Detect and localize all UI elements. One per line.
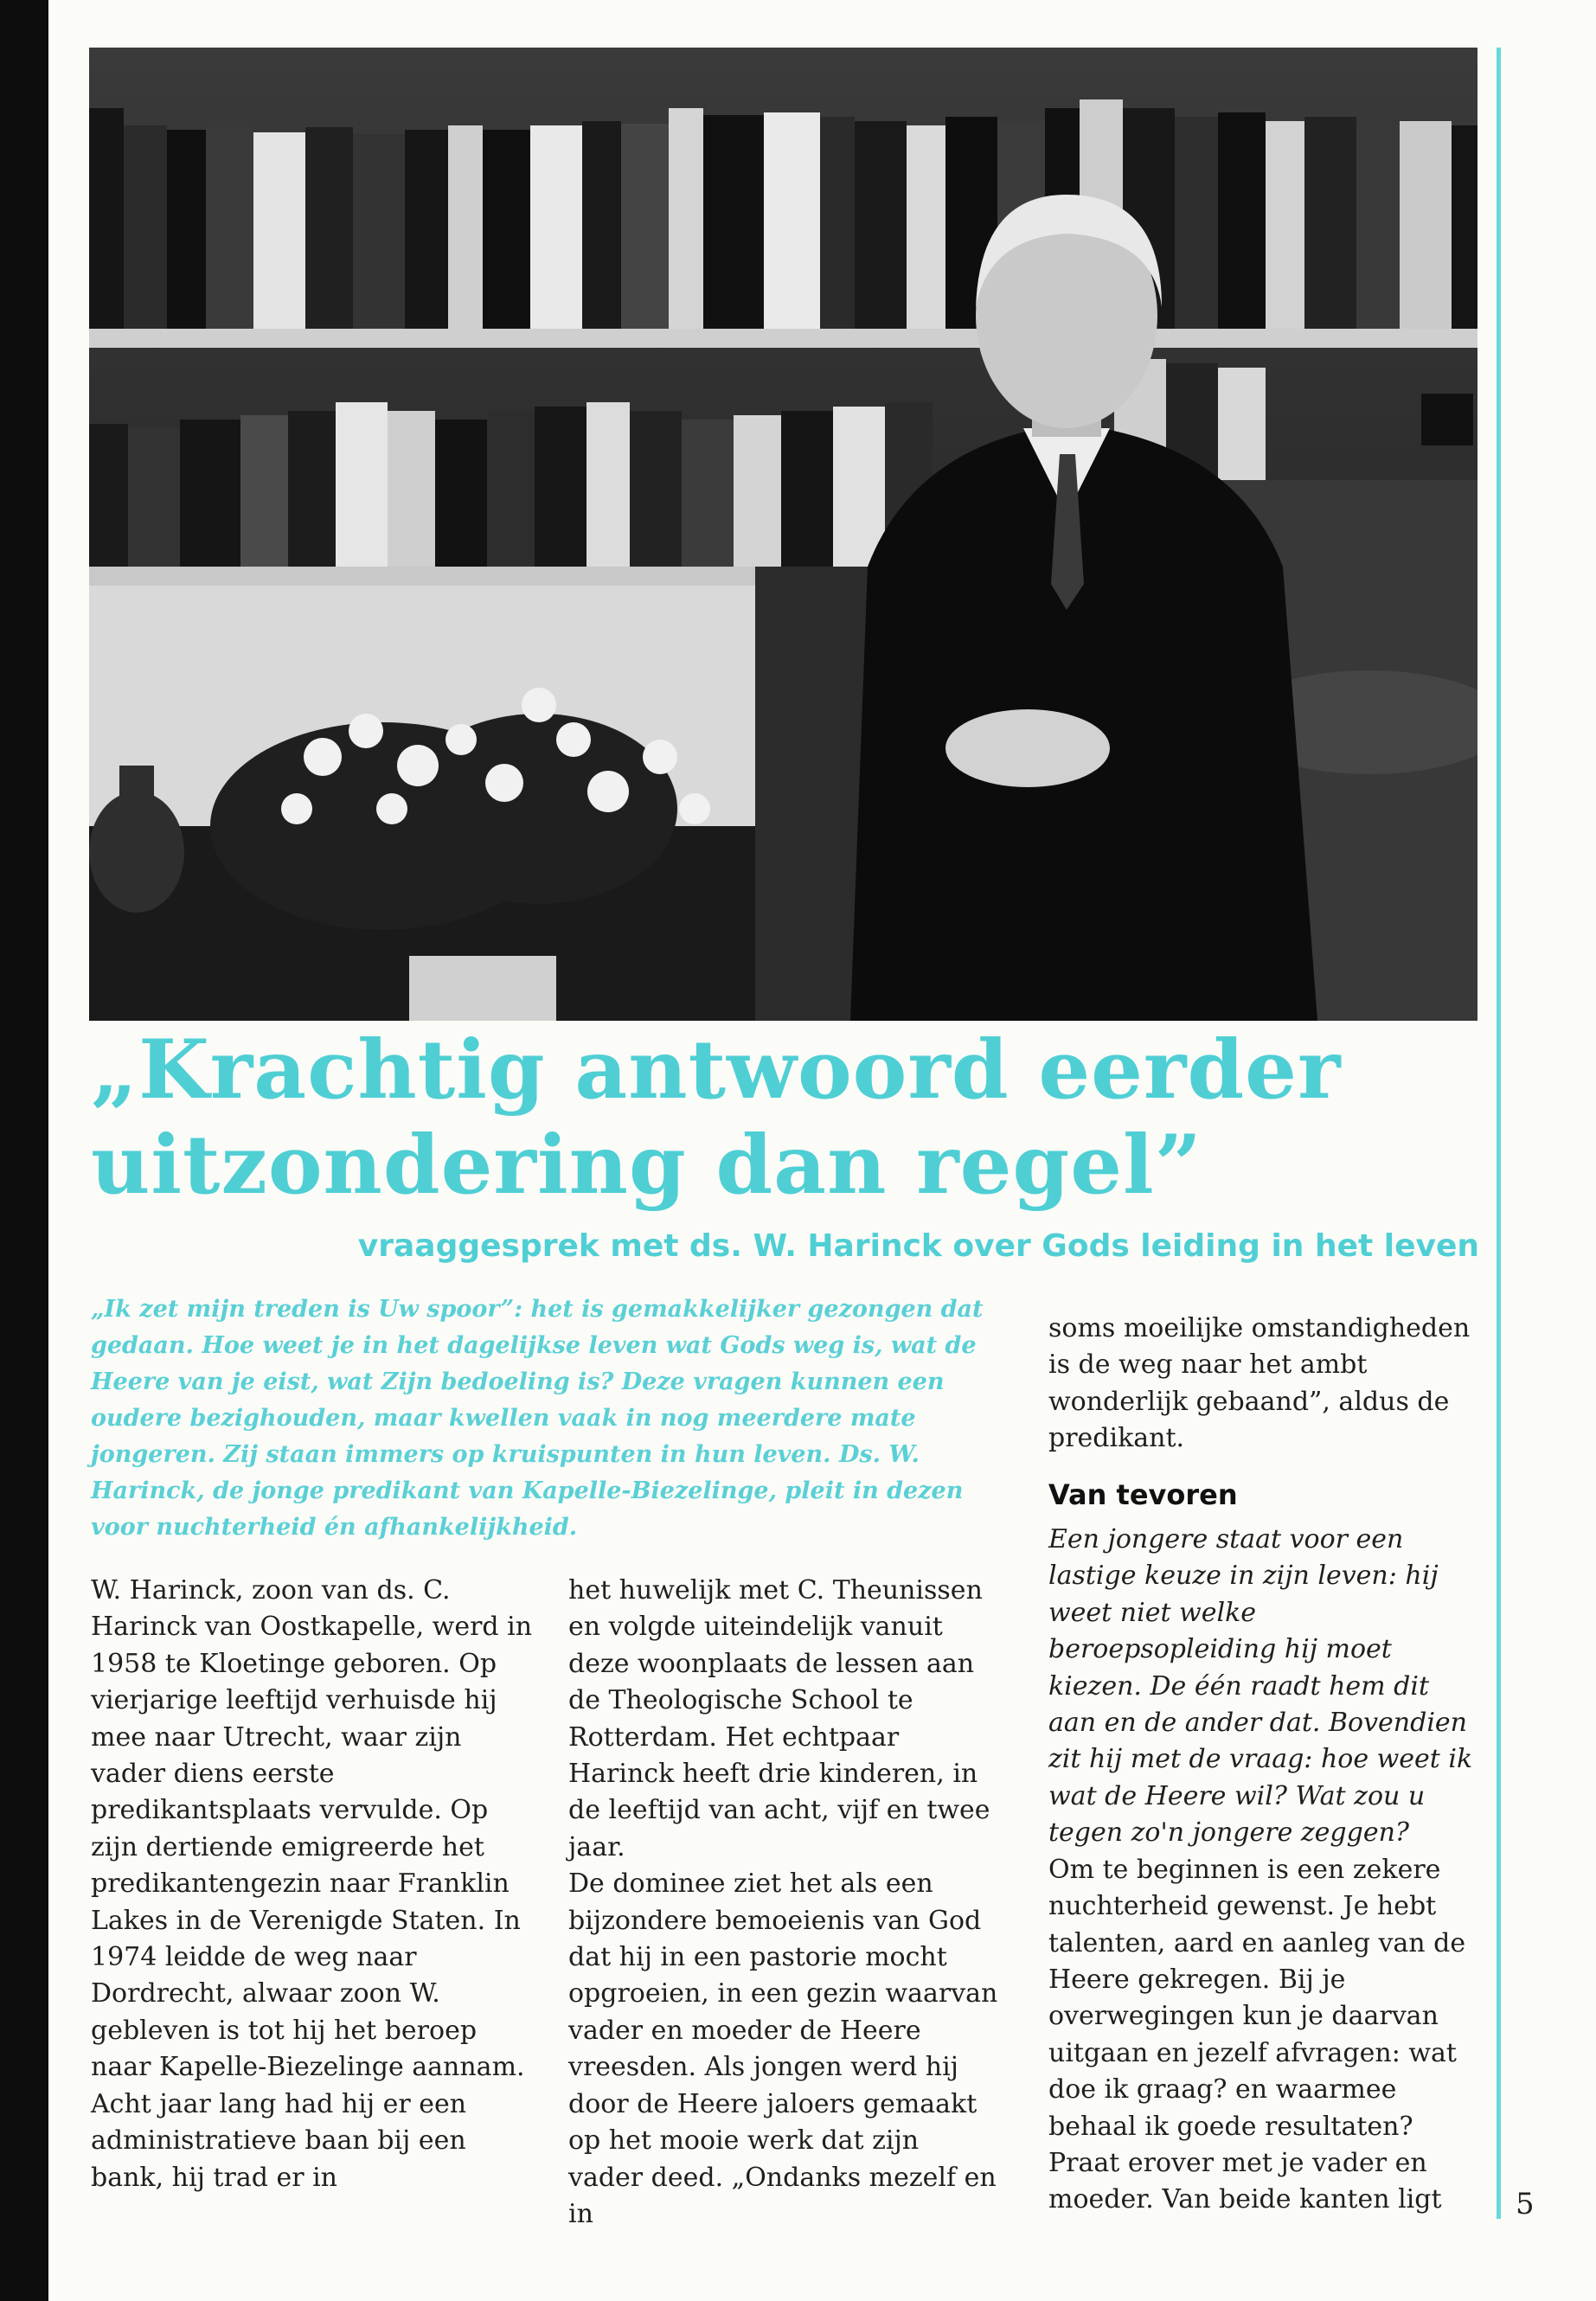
- page-number: 5: [1516, 2187, 1535, 2221]
- column-2-paragraph-1: het huwelijk met C. Theunissen en volgde uiteindelijk vanuit deze woonplaats de lessen aan de Theologische School te Rotterdam. Het echtpaar Harinck heeft drie kinderen, in de leeftijd van acht, vijf en twee jaar.: [568, 1575, 990, 1862]
- column-1-text: W. Harinck, zoon van ds. C. Harinck van Oostkapelle, werd in 1958 te Kloetinge geboren. Op vierjarige leeftijd verhuisde hij mee naar Utrecht, waar zijn vader diens eerste predikantsplaats vervulde. Op zijn dertiende emigreerde het predikantengezin naar Franklin Lakes in de Verenigde Staten. In 1974 leidde de weg naar Dordrecht, alwaar zoon W. gebleven is tot hij het beroep naar Kapelle-Biezelinge aannam. Acht jaar lang had hij er een administratieve baan bij een bank, hij trad er in: [91, 1575, 533, 2193]
- scan-edge: [0, 0, 48, 2301]
- article-headline: [91, 1022, 1492, 1213]
- column-3: [1048, 1311, 1481, 2219]
- article-intro: „Ik zet mijn treden is Uw spoor”: het is gemakkelijker gezongen dat gedaan. Hoe weet je in het dagelijkse leven wat Gods weg is, wat de Heere van je eist, wat Zijn bedoeling is? Deze vragen kunnen een oudere bezighouden, maar kwellen vaak in nog meerdere mate jongeren. Zij staan immers op kruispunten in hun leven. Ds. W. Harinck, de jonge predikant van Kapelle-Biezelinge, pleit in dezen voor nuchterheid én afhankelijkheid.: [91, 1296, 984, 1541]
- margin-rule: [1497, 48, 1501, 2219]
- portrait-photo: [89, 48, 1477, 1021]
- section-heading: Van tevoren: [1048, 1477, 1238, 1511]
- interview-answer: Om te beginnen is een zekere nuchterheid gewenst. Je hebt talenten, aard en aanleg van de Heere gekregen. Bij je overwegingen kun je daarvan uitgaan en jezelf afvragen: wat doe ik graag? en waarmee behaal ik goede resultaten? Praat erover met je vader en moeder. Van beide kanten ligt: [1048, 1854, 1466, 2215]
- headline-line-2: uitzondering dan regel”: [91, 1118, 1202, 1213]
- column-2: [568, 1573, 1001, 2233]
- headline-line-1: „Krachtig antwoord eerder: [91, 1022, 1342, 1118]
- article-subtitle: vraaggesprek met ds. W. Harinck over Gods leiding in het leven: [357, 1228, 1479, 1264]
- column-2-paragraph-2: De dominee ziet het als een bijzondere bemoeienis van God dat hij in een pastorie mocht opgroeien, in een gezin waarvan vader en moeder de Heere vreesden. Als jongen werd hij door de Heere jaloers gemaakt op het mooie werk dat zijn vader deed. „Ondanks mezelf en in: [568, 1868, 998, 2229]
- column-3-continuation: soms moeilijke omstandigheden is de weg naar het ambt wonderlijk gebaand”, aldus de predikant.: [1048, 1313, 1471, 1454]
- column-1: [91, 1573, 541, 2196]
- interview-question: Een jongere staat voor een lastige keuze in zijn leven: hij weet niet welke beroepsopleiding hij moet kiezen. De één raadt hem dit aan en de ander dat. Bovendien zit hij met de vraag: hoe weet ik wat de Heere wil? Wat zou u tegen zo'n jongere zeggen?: [1048, 1524, 1473, 1849]
